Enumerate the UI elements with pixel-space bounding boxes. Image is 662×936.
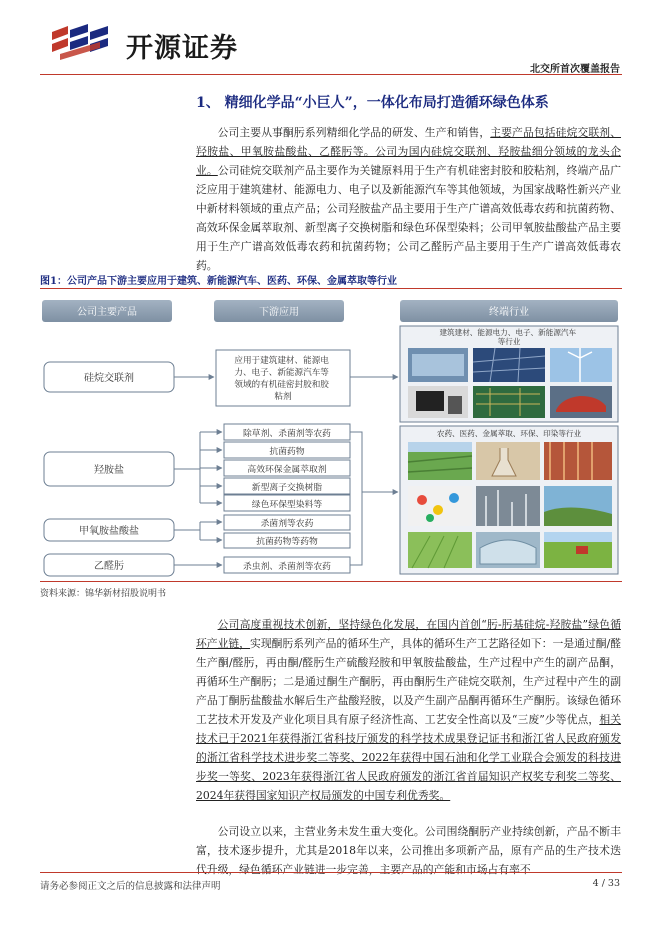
photo-building-windows — [412, 354, 464, 376]
app-m1-label: 杀菌剂等农药 — [260, 519, 314, 529]
brand-logo-mark — [48, 22, 118, 62]
figure-source: 资料来源：锦华新材招股说明书 — [40, 589, 167, 599]
photo-pill-4 — [426, 514, 434, 522]
product-flow-diagram — [40, 292, 622, 578]
industry-bottom-photos — [408, 442, 612, 568]
paragraph-green-cycle — [196, 615, 621, 805]
app-silane-line-4: 粘剂 — [274, 392, 292, 402]
photo-electronics-tablet — [448, 396, 462, 414]
photo-tractor-sky — [544, 532, 612, 542]
photo-pill-2 — [433, 505, 443, 515]
figure-divider-bottom — [40, 581, 622, 582]
industry-top-line-1: 建筑建材、能源电力、电子、新能源汽车 — [439, 328, 577, 337]
photo-circuit — [473, 386, 545, 418]
photo-greenhouse-shape — [480, 540, 536, 564]
app-h4-label: 新型离子交换树脂 — [251, 483, 323, 493]
connector-bottom-bracket — [350, 432, 362, 565]
p2-text-c-underlined: 相关技术已于2021年获得浙江省科技厅颁发的科学技术成果登记证书和浙江省人民政府颁发的浙江省科学技术进步奖二等奖、2022年获得中国石油和化学工业联合会颁发的科技进步奖一等奖、2023年获得浙江省人民政府颁发的浙江省首届知识产权奖专利奖二等奖、2024年获得国家知识产权局颁发的中国专利优秀奖。 — [196, 713, 622, 802]
p1-text-c: 公司硅烷交联剂产品主要作为关键原料用于生产有机硅密封胶和胶粘剂，终端产品广泛应用于建筑建材、能源电力、电子以及新能源汽车等其他领域，为国家战略性新兴产业中新材料领域的重点产品；公司羟胺盐产品主要用于生产广谱高效低毒农药和抗菌药物、高效环保金属萃取剂、新型离子交换树脂和绿色环保型染料；公司甲氧胺盐酸盐产品主要用于生产广谱高效低毒农药和抗菌药物；公司乙醛肟产品主要用于生产广谱高效低毒农药。 — [196, 164, 622, 272]
photo-turbine — [550, 348, 612, 382]
product-hydroxylamine-label: 羟胺盐 — [94, 465, 124, 476]
photo-electronics-device — [416, 391, 444, 411]
report-type: 北交所首次覆盖报告 — [530, 64, 620, 75]
brand-logo — [48, 22, 238, 64]
figure-divider-top — [40, 288, 622, 289]
photo-pill-1 — [417, 495, 427, 505]
app-silane-line-3: 领域的有机硅密封胶和胶 — [234, 380, 329, 390]
col-header-products-label: 公司主要产品 — [77, 307, 137, 318]
app-h5-label: 绿色环保型染料等 — [251, 500, 323, 510]
footer-divider — [40, 872, 622, 873]
app-a1-label: 杀虫剂、杀菌剂等农药 — [243, 562, 331, 572]
p2-text-b: 实现酮肟系列产品的循环生产，具体的循环生产工艺路径如下：一是通过酮/醛生产酮/醛肟，再由酮/醛肟生产硫酸羟胺和甲氧胺盐酸盐，生产过程中产生的副产品酮，再循环生产酮肟；二是通过酮生产酮肟，再由酮肟生产硅烷交联剂，生产过程中产生的副产品丁酮肟盐酸盐水解后生产盐酸羟胺，以及产生副产品酮再循环生产酮肟。该绿色循环工艺技术开发及产业化项目具有原子经济性高、工艺安全性高以及“三废”少等优点， — [196, 637, 622, 726]
figure-title: 图1：公司产品下游主要应用于建筑、新能源汽车、医药、环保、金属萃取等行业 — [40, 276, 397, 287]
p1-text-a: 公司主要从事酮肟系列精细化学品的研发、生产和销售， — [217, 126, 491, 139]
product-acetaldoxime-label: 乙醛肟 — [94, 561, 124, 572]
app-m2-label: 抗菌药物等药物 — [256, 537, 318, 547]
product-silane-label: 硅烷交联剂 — [84, 373, 134, 384]
hydroxylamine-app-group — [200, 424, 350, 511]
header-divider — [40, 74, 622, 75]
paragraph-history — [196, 822, 621, 879]
photo-pill-3 — [449, 493, 459, 503]
p1-text-b-underlined: 主要产品包括硅烷交联剂、羟胺盐、甲氧胺盐酸盐、乙醛肟等。公司为国内硅烷交联剂、羟胺盐细分领域的龙头企业。 — [196, 126, 622, 177]
col-header-industries-label: 终端行业 — [489, 307, 529, 318]
page-number: 4 / 33 — [592, 878, 620, 889]
app-silane-line-1: 应用于建筑建材、能源电 — [234, 356, 329, 366]
app-h2-label: 抗菌药物 — [269, 447, 305, 457]
industry-top-line-2: 等行业 — [497, 337, 521, 346]
section-title: 1、 精细化学品“小巨人”，一体化布局打造循环绿色体系 — [196, 95, 549, 111]
photo-solar — [473, 348, 545, 382]
col-header-applications-label: 下游应用 — [259, 307, 299, 318]
app-h1-label: 除草剂、杀菌剂等农药 — [243, 429, 331, 439]
industry-bottom-label: 农药、医药、金属萃取、环保、印染等行业 — [436, 429, 582, 438]
p2-text-a-underlined: 公司高度重视技术创新，坚持绿色化发展，在国内首创“肟-肟基硅烷-羟胺盐”绿色循环产业链， — [196, 618, 621, 650]
photo-crops — [408, 532, 472, 568]
brand-name: 开源证券 — [126, 33, 238, 64]
app-silane-line-2: 力、电子、新能源汽车等 — [234, 368, 329, 378]
p3-text: 公司设立以来，主营业务未发生重大变化。公司围绕酮肟产业持续创新，产品不断丰富，技术逐步提升，尤其是2018年以来，公司推出多项新产品，原有产品的生产技术迭代升级，绿色循环产业链进一步完善，主要产品的产能和市场占有率不 — [196, 825, 621, 876]
paragraph-intro — [196, 123, 621, 275]
product-methoxyamine-label: 甲氧胺盐酸盐 — [79, 526, 139, 537]
footer-disclaimer: 请务必参阅正文之后的信息披露和法律声明 — [40, 881, 221, 892]
app-h3-label: 高效环保金属萃取剂 — [247, 465, 327, 475]
photo-sky-field — [408, 442, 472, 452]
